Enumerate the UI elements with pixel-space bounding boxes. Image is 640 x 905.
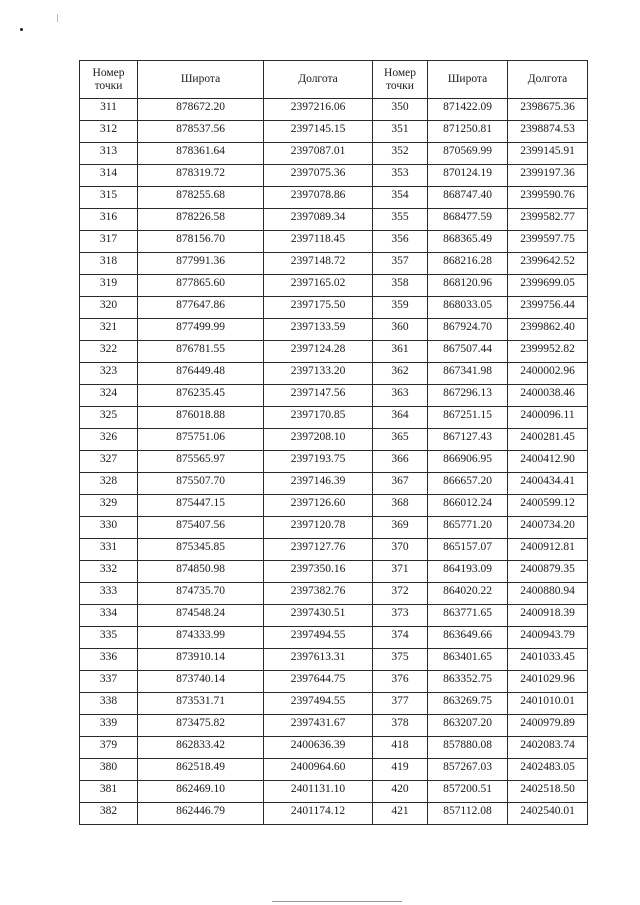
header-longitude-2: Долгота [508, 61, 588, 99]
cell-latitude: 857112.08 [428, 803, 508, 825]
cell-latitude: 862446.79 [138, 803, 264, 825]
cell-point-number: 382 [80, 803, 138, 825]
cell-latitude: 863352.75 [428, 671, 508, 693]
cell-longitude: 2400096.11 [508, 407, 588, 429]
cell-longitude: 2400434.41 [508, 473, 588, 495]
cell-latitude: 868477.59 [428, 209, 508, 231]
cell-point-number: 320 [80, 297, 138, 319]
cell-longitude: 2397146.39 [264, 473, 373, 495]
cell-point-number: 316 [80, 209, 138, 231]
cell-latitude: 876018.88 [138, 407, 264, 429]
cell-point-number: 362 [373, 363, 428, 385]
table-row [80, 473, 588, 495]
cell-latitude: 878255.68 [138, 187, 264, 209]
cell-point-number: 375 [373, 649, 428, 671]
cell-longitude: 2397124.28 [264, 341, 373, 363]
cell-latitude: 878672.20 [138, 99, 264, 121]
cell-latitude: 868120.96 [428, 275, 508, 297]
cell-longitude: 2397208.10 [264, 429, 373, 451]
cell-latitude: 875565.97 [138, 451, 264, 473]
cell-point-number: 322 [80, 341, 138, 363]
cell-latitude: 877865.60 [138, 275, 264, 297]
cell-point-number: 330 [80, 517, 138, 539]
cell-longitude: 2397148.72 [264, 253, 373, 275]
cell-latitude: 865157.07 [428, 539, 508, 561]
cell-longitude: 2400281.45 [508, 429, 588, 451]
cell-point-number: 331 [80, 539, 138, 561]
table-row [80, 451, 588, 473]
cell-latitude: 870569.99 [428, 143, 508, 165]
cell-longitude: 2397126.60 [264, 495, 373, 517]
table-row [80, 429, 588, 451]
table-row [80, 385, 588, 407]
cell-point-number: 326 [80, 429, 138, 451]
cell-point-number: 370 [373, 539, 428, 561]
cell-longitude: 2399590.76 [508, 187, 588, 209]
cell-latitude: 866906.95 [428, 451, 508, 473]
cell-point-number: 318 [80, 253, 138, 275]
table-row [80, 583, 588, 605]
cell-latitude: 868216.28 [428, 253, 508, 275]
cell-point-number: 418 [373, 737, 428, 759]
table-body [80, 99, 588, 825]
page-mark-tick [57, 14, 58, 22]
cell-longitude: 2397430.51 [264, 605, 373, 627]
cell-longitude: 2399197.36 [508, 165, 588, 187]
cell-longitude: 2397644.75 [264, 671, 373, 693]
cell-latitude: 878537.56 [138, 121, 264, 143]
cell-point-number: 364 [373, 407, 428, 429]
cell-latitude: 878226.58 [138, 209, 264, 231]
cell-longitude: 2399699.05 [508, 275, 588, 297]
table-row [80, 165, 588, 187]
table-header-row [80, 61, 588, 99]
cell-longitude: 2399582.77 [508, 209, 588, 231]
cell-latitude: 867296.13 [428, 385, 508, 407]
cell-point-number: 371 [373, 561, 428, 583]
cell-latitude: 876781.55 [138, 341, 264, 363]
table-row [80, 671, 588, 693]
cell-point-number: 372 [373, 583, 428, 605]
cell-latitude: 878156.70 [138, 231, 264, 253]
cell-latitude: 863649.66 [428, 627, 508, 649]
cell-latitude: 878319.72 [138, 165, 264, 187]
cell-longitude: 2399952.82 [508, 341, 588, 363]
cell-latitude: 864020.22 [428, 583, 508, 605]
cell-point-number: 333 [80, 583, 138, 605]
cell-latitude: 875751.06 [138, 429, 264, 451]
cell-longitude: 2399145.91 [508, 143, 588, 165]
cell-latitude: 870124.19 [428, 165, 508, 187]
cell-point-number: 352 [373, 143, 428, 165]
table-row [80, 253, 588, 275]
cell-point-number: 351 [373, 121, 428, 143]
cell-point-number: 368 [373, 495, 428, 517]
cell-longitude: 2397431.67 [264, 715, 373, 737]
cell-longitude: 2397165.02 [264, 275, 373, 297]
cell-latitude: 867924.70 [428, 319, 508, 341]
cell-longitude: 2400879.35 [508, 561, 588, 583]
cell-latitude: 866012.24 [428, 495, 508, 517]
cell-latitude: 871250.81 [428, 121, 508, 143]
table-row [80, 319, 588, 341]
cell-longitude: 2400943.79 [508, 627, 588, 649]
cell-point-number: 332 [80, 561, 138, 583]
cell-latitude: 862518.49 [138, 759, 264, 781]
cell-point-number: 360 [373, 319, 428, 341]
cell-latitude: 863401.65 [428, 649, 508, 671]
table-row [80, 275, 588, 297]
cell-longitude: 2401033.45 [508, 649, 588, 671]
coordinates-table [79, 60, 588, 825]
cell-point-number: 317 [80, 231, 138, 253]
cell-longitude: 2401174.12 [264, 803, 373, 825]
cell-longitude: 2397494.55 [264, 627, 373, 649]
cell-point-number: 359 [373, 297, 428, 319]
cell-latitude: 873531.71 [138, 693, 264, 715]
cell-longitude: 2397175.50 [264, 297, 373, 319]
cell-longitude: 2401029.96 [508, 671, 588, 693]
cell-point-number: 313 [80, 143, 138, 165]
table-row [80, 605, 588, 627]
cell-latitude: 863771.65 [428, 605, 508, 627]
cell-longitude: 2397145.15 [264, 121, 373, 143]
cell-point-number: 339 [80, 715, 138, 737]
cell-longitude: 2397078.86 [264, 187, 373, 209]
cell-longitude: 2397089.34 [264, 209, 373, 231]
cell-longitude: 2397075.36 [264, 165, 373, 187]
cell-longitude: 2397127.76 [264, 539, 373, 561]
cell-latitude: 875507.70 [138, 473, 264, 495]
cell-point-number: 319 [80, 275, 138, 297]
cell-point-number: 381 [80, 781, 138, 803]
cell-point-number: 338 [80, 693, 138, 715]
cell-point-number: 374 [373, 627, 428, 649]
cell-longitude: 2399862.40 [508, 319, 588, 341]
cell-latitude: 873475.82 [138, 715, 264, 737]
page-mark-dot [20, 28, 23, 31]
cell-latitude: 866657.20 [428, 473, 508, 495]
cell-point-number: 367 [373, 473, 428, 495]
table-row [80, 363, 588, 385]
cell-latitude: 863269.75 [428, 693, 508, 715]
cell-longitude: 2397494.55 [264, 693, 373, 715]
table-row [80, 495, 588, 517]
header-longitude-1: Долгота [264, 61, 373, 99]
cell-longitude: 2400979.89 [508, 715, 588, 737]
cell-point-number: 314 [80, 165, 138, 187]
table-row [80, 693, 588, 715]
table-row [80, 627, 588, 649]
cell-latitude: 877647.86 [138, 297, 264, 319]
cell-latitude: 874548.24 [138, 605, 264, 627]
cell-point-number: 335 [80, 627, 138, 649]
table-row [80, 715, 588, 737]
table-row [80, 781, 588, 803]
cell-point-number: 323 [80, 363, 138, 385]
cell-longitude: 2400964.60 [264, 759, 373, 781]
header-point-number-1: Номер точки [80, 61, 138, 99]
cell-point-number: 361 [373, 341, 428, 363]
cell-point-number: 354 [373, 187, 428, 209]
table-row [80, 517, 588, 539]
cell-latitude: 868747.40 [428, 187, 508, 209]
table-row [80, 187, 588, 209]
header-latitude-1: Широта [138, 61, 264, 99]
cell-point-number: 377 [373, 693, 428, 715]
page-footer-line [272, 901, 402, 902]
table-row [80, 341, 588, 363]
table-row [80, 649, 588, 671]
cell-point-number: 315 [80, 187, 138, 209]
cell-point-number: 379 [80, 737, 138, 759]
cell-point-number: 420 [373, 781, 428, 803]
cell-latitude: 877991.36 [138, 253, 264, 275]
cell-point-number: 358 [373, 275, 428, 297]
cell-longitude: 2399597.75 [508, 231, 588, 253]
cell-latitude: 868365.49 [428, 231, 508, 253]
cell-point-number: 327 [80, 451, 138, 473]
cell-latitude: 875345.85 [138, 539, 264, 561]
cell-longitude: 2402518.50 [508, 781, 588, 803]
cell-point-number: 337 [80, 671, 138, 693]
table-row [80, 209, 588, 231]
header-latitude-2: Широта [428, 61, 508, 99]
cell-latitude: 862469.10 [138, 781, 264, 803]
cell-latitude: 874333.99 [138, 627, 264, 649]
cell-longitude: 2397133.59 [264, 319, 373, 341]
cell-point-number: 325 [80, 407, 138, 429]
cell-latitude: 876449.48 [138, 363, 264, 385]
cell-point-number: 321 [80, 319, 138, 341]
cell-latitude: 876235.45 [138, 385, 264, 407]
cell-latitude: 862833.42 [138, 737, 264, 759]
cell-longitude: 2397118.45 [264, 231, 373, 253]
cell-point-number: 365 [373, 429, 428, 451]
cell-latitude: 865771.20 [428, 517, 508, 539]
cell-latitude: 857267.03 [428, 759, 508, 781]
cell-longitude: 2400038.46 [508, 385, 588, 407]
cell-longitude: 2397087.01 [264, 143, 373, 165]
cell-longitude: 2397133.20 [264, 363, 373, 385]
cell-longitude: 2402540.01 [508, 803, 588, 825]
table-row [80, 759, 588, 781]
cell-longitude: 2397120.78 [264, 517, 373, 539]
cell-latitude: 871422.09 [428, 99, 508, 121]
cell-point-number: 421 [373, 803, 428, 825]
cell-point-number: 311 [80, 99, 138, 121]
cell-point-number: 336 [80, 649, 138, 671]
cell-longitude: 2399642.52 [508, 253, 588, 275]
cell-latitude: 867341.98 [428, 363, 508, 385]
cell-point-number: 366 [373, 451, 428, 473]
table-row [80, 121, 588, 143]
cell-latitude: 874735.70 [138, 583, 264, 605]
cell-longitude: 2400002.96 [508, 363, 588, 385]
cell-longitude: 2400636.39 [264, 737, 373, 759]
table-row [80, 561, 588, 583]
cell-latitude: 878361.64 [138, 143, 264, 165]
cell-longitude: 2397147.56 [264, 385, 373, 407]
cell-longitude: 2397382.76 [264, 583, 373, 605]
cell-point-number: 324 [80, 385, 138, 407]
cell-latitude: 875407.56 [138, 517, 264, 539]
cell-longitude: 2397170.85 [264, 407, 373, 429]
cell-point-number: 329 [80, 495, 138, 517]
cell-latitude: 867127.43 [428, 429, 508, 451]
cell-point-number: 334 [80, 605, 138, 627]
cell-point-number: 328 [80, 473, 138, 495]
cell-latitude: 868033.05 [428, 297, 508, 319]
cell-latitude: 864193.09 [428, 561, 508, 583]
cell-point-number: 373 [373, 605, 428, 627]
cell-latitude: 867507.44 [428, 341, 508, 363]
cell-point-number: 312 [80, 121, 138, 143]
table-row [80, 407, 588, 429]
cell-longitude: 2397193.75 [264, 451, 373, 473]
cell-longitude: 2401131.10 [264, 781, 373, 803]
cell-point-number: 369 [373, 517, 428, 539]
cell-latitude: 875447.15 [138, 495, 264, 517]
cell-longitude: 2397613.31 [264, 649, 373, 671]
cell-latitude: 857880.08 [428, 737, 508, 759]
cell-longitude: 2400918.39 [508, 605, 588, 627]
cell-longitude: 2400912.81 [508, 539, 588, 561]
table-row [80, 803, 588, 825]
cell-point-number: 353 [373, 165, 428, 187]
table-row [80, 231, 588, 253]
cell-latitude: 874850.98 [138, 561, 264, 583]
cell-longitude: 2398675.36 [508, 99, 588, 121]
cell-latitude: 877499.99 [138, 319, 264, 341]
cell-point-number: 419 [373, 759, 428, 781]
cell-longitude: 2401010.01 [508, 693, 588, 715]
cell-point-number: 363 [373, 385, 428, 407]
table-row [80, 99, 588, 121]
cell-point-number: 380 [80, 759, 138, 781]
cell-latitude: 873740.14 [138, 671, 264, 693]
table-row [80, 539, 588, 561]
cell-latitude: 857200.51 [428, 781, 508, 803]
cell-point-number: 357 [373, 253, 428, 275]
cell-longitude: 2400412.90 [508, 451, 588, 473]
cell-longitude: 2402083.74 [508, 737, 588, 759]
table-row [80, 737, 588, 759]
cell-longitude: 2399756.44 [508, 297, 588, 319]
cell-latitude: 863207.20 [428, 715, 508, 737]
cell-point-number: 376 [373, 671, 428, 693]
cell-longitude: 2400734.20 [508, 517, 588, 539]
table-row [80, 297, 588, 319]
cell-longitude: 2400599.12 [508, 495, 588, 517]
header-point-number-2: Номер точки [373, 61, 428, 99]
table-row [80, 143, 588, 165]
cell-longitude: 2397216.06 [264, 99, 373, 121]
cell-point-number: 350 [373, 99, 428, 121]
cell-longitude: 2402483.05 [508, 759, 588, 781]
cell-point-number: 356 [373, 231, 428, 253]
cell-latitude: 867251.15 [428, 407, 508, 429]
cell-point-number: 355 [373, 209, 428, 231]
cell-latitude: 873910.14 [138, 649, 264, 671]
cell-point-number: 378 [373, 715, 428, 737]
cell-longitude: 2398874.53 [508, 121, 588, 143]
cell-longitude: 2400880.94 [508, 583, 588, 605]
cell-longitude: 2397350.16 [264, 561, 373, 583]
